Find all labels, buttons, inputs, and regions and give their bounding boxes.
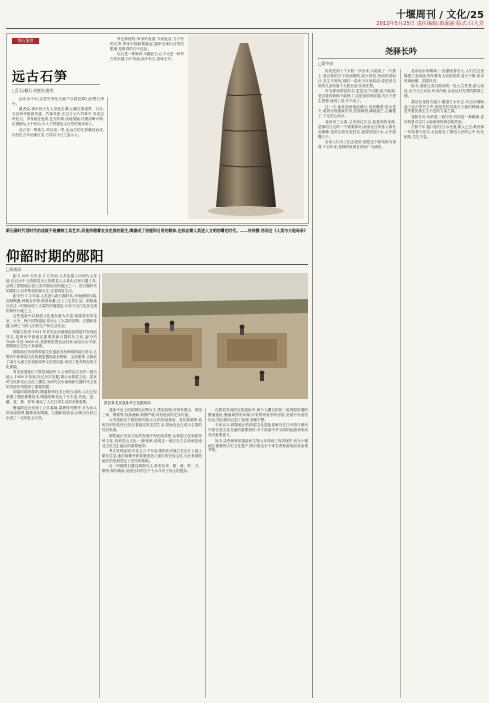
column-divider bbox=[99, 274, 100, 698]
article-byline: □江石/藏石 何德杰/鉴赏 bbox=[12, 88, 54, 93]
excavation-caption: 郧县青龙泉遗址考古发掘现场 bbox=[104, 401, 151, 405]
left-article-body-b bbox=[110, 37, 184, 215]
stone-photo bbox=[188, 35, 304, 219]
paragraph: 尧帝用了大禹,又来到汉江边,他看到的尧驿,是那时江边的一个重要驿站,南来北往的客人都在此歇脚,尧帝也曾在此驻足,遥望滔滔江水,心中感慨万千。 bbox=[318, 119, 396, 139]
column-divider bbox=[400, 69, 401, 698]
story-title: 仰韶时期的郧阳 bbox=[6, 249, 104, 265]
paragraph: 传说是到十个太阳一齐出来,大地成了一片焦土,老百姓的日子如油锅煎,如火焚烧,民间传说射日,先生不知死,那时一曲未不仅表似油,说是来自谁的九尧帝射下太阳长剑,实现宏愿。 bbox=[318, 69, 396, 88]
column-divider bbox=[107, 97, 108, 215]
paragraph: 尧帝治水的精神,一直激励着后人,人们在这里修建了尧帝庙,每年都有人前来祭拜,香火不断,祈求风调雨顺、国泰民安。 bbox=[404, 69, 484, 83]
paragraph: 大寺遗址位于郧县城关镇,出土的房屋基址、灰坑和墓葬,说明当时的先民已经过着稳定的定居生活,原始农业已成为主要的经济来源。 bbox=[102, 418, 202, 433]
paragraph: 遗址中出土的彩陶以红陶为主,黑彩绘制,纹饰有圆点、弧线三角、网格等,线条流畅,构图严谨,具有很高的艺术价值。 bbox=[102, 408, 202, 417]
page-divider bbox=[312, 33, 313, 698]
right-column-body-b bbox=[404, 69, 484, 698]
paragraph: 此石虽一株独立,却自成一景,由远古的生命凝结而成,历经亿万年沧桑巨变,方得以今日之姿示人。 bbox=[12, 127, 104, 137]
excavation-photo bbox=[102, 273, 308, 399]
story-lead-quote: 新石器时代划时代的成就不是磨制工具艺术,而是伴随着农业定居的诞生,陶器成了房屋和日用的载体,也标志着人类进入文明的曙光时代。——何诗德·汤而过《人类与大地母亲》 bbox=[6, 228, 308, 233]
paragraph: 远东出不识,这枚竹笋化石就产自郧县谭山的黑石塔中。 bbox=[12, 97, 104, 106]
paragraph: 仰韶文化因 1921 年首先在河南渑池县仰韶村发现而得名,是黄河中游地区重要的新石器时代文化,距今约 7000 年至 5000 年,其影响范围北达河套,南至汉水中游,郧阳地区正处于其南缘。 bbox=[6, 329, 97, 349]
paragraph: 作为郧西郡县的名,更是这个话题,夜不能寐,老百姓的命都不能保了,这是尧帝的时期,为天下苍生着想,而到了尧,并不说了。 bbox=[318, 89, 396, 104]
story-column-2 bbox=[102, 408, 202, 698]
right-column-body-a bbox=[318, 69, 396, 698]
paragraph: 郧阳地区发现的仰韶文化遗址具有鲜明的地方特点,它既有中原仰韶文化的典型器物如彩陶钵、尖底瓶等,又吸收了南方大溪文化和屈家岭文化的因素,形成了独具特色的文化面貌。 bbox=[6, 349, 97, 369]
right-article-byline: □雷中南 bbox=[318, 61, 333, 66]
paragraph: 青龙泉遗址位于郧县城南约 5 公里的汉江北岸二级台地上,1958 年发现,经过多次发掘,揭示出仰韶文化、屈家岭文化和龙山文化三叠层,为研究汉水流域新石器时代文化的发展序列提供了重要依据。 bbox=[6, 370, 97, 389]
paragraph: 如今,这些珍贵的遗址和文物大多得到了有效保护,成为十堰地区重要的历史文化遗产,吸引着众多专家学者和游客前来参观考察。 bbox=[208, 438, 308, 453]
story-byline: □郑善清 bbox=[6, 267, 21, 272]
left-article-body-a bbox=[12, 97, 104, 215]
section-header-title: 十堰周刊 / 文化/25 bbox=[395, 10, 484, 21]
paragraph: 这些遗址中以仰韶文化遗存最为丰富,如郧县的青龙泉、大寺、梅子园等遗址,均出土了大量的彩陶、石器和骨器,反映了当时人们的生产和生活状况。 bbox=[6, 314, 97, 329]
paragraph: 笋这种植物,笋身的表面,节间挺直,尤不朽的石笋,笋身中段略微隆起,通体呈现出自然的肌理,是难得的石中佳品。 bbox=[110, 37, 184, 51]
stone-illustration bbox=[188, 35, 304, 219]
paragraph: 藏者说,那年秋天友人带他去谭山,翻过那道界、石径,石径两旁植被茂盛、竹林茂密,在这方大片竹林中,发现这块化石。笋身粗壮挺拔,色呈棕黄,质地细腻,纹理清晰可辨,仿佛刚从土中钻出,令人不禁感叹大自然的鬼斧神工。 bbox=[12, 107, 104, 127]
story-title-rule bbox=[6, 264, 308, 265]
title-underline bbox=[12, 84, 100, 85]
paragraph: 这一时期的石器以磨制为主,种类有斧、锛、凿、铲、刀、镞等,制作精致,说明当时的生产力水平有了较大的提高。 bbox=[102, 464, 202, 474]
paragraph: 郧阳地区史前文化的发展序列比较清楚,从仰韶文化到屈家岭文化,再到龙山文化,一脉相承,说明这一地区自古以来就是南北文化交汇融合的重要地带。 bbox=[102, 433, 202, 448]
paragraph: 尧驿长吟,吟的是一段历史,吟的是一种精神,更吟的是对这片土地深深的眷恋和热爱。 bbox=[404, 114, 484, 124]
column-tag: 鄂石鉴赏 bbox=[12, 38, 39, 44]
paragraph: 聚落附近还发现了公共墓地,墓葬排列整齐,多为单人仰身直肢葬,随葬品有陶器、石器和装饰品,反映出当时已出现了一定的社会分化。 bbox=[6, 405, 97, 420]
paragraph: 后来人们为了纪念尧帝,便把这个驿站称为尧驿,千百年来,尧驿的故事在民间广为流传。 bbox=[318, 140, 396, 149]
right-article-title: 尧驿长吟 bbox=[385, 47, 417, 56]
paragraph: 专家认为,郧阳地区的仰韶文化遗址是研究长江中游与黄河中游史前文化交流的重要资料,对于探索中华文明的起源和形成具有重要意义。 bbox=[208, 423, 308, 438]
section-rule bbox=[6, 225, 308, 226]
header-rule bbox=[6, 28, 484, 29]
story-column-3 bbox=[208, 408, 308, 698]
paragraph: 古驿千年,渡口依旧,江水长流,斯人已去,唯有那一份执着与坚守,永远留在了郧西人民的心中,代代相传,生生不息。 bbox=[404, 125, 484, 140]
paragraph: 考古发现证明,早在五六千年前,郧阳先民就已在这片土地上繁衍生息,他们用勤劳和智慧创造了灿烂的史前文化,为后来郧阳地区的发展奠定了坚实的基础。 bbox=[102, 449, 202, 463]
right-title-rule bbox=[318, 58, 484, 59]
paragraph: 在郧县发现的这批遗址中,最令人瞩目的是一座仰韶时期的聚落遗址,聚落周围有环壕,内有排列有序的房屋,房屋中央设有灶坑,居住面经过加工处理,坚硬平整。 bbox=[208, 408, 308, 422]
paragraph: 玩石是一种修养,今藏此石,让不又是一种考古的乐趣;石中有画,画中有石,意味无穷。 bbox=[110, 52, 184, 62]
paragraph: 距今 200 万年至 1 万年前,人类由猿人向现代人发展,在汉水中上游郧县出土的郧县人头骨化石和石器工具,证明了郧阳地区是人类早期活动的地区之一。旧石器时代的郧阳人以采集和狩猎为生,过着群居生活。 bbox=[6, 274, 97, 293]
paragraph: 这一天,他来到河南淀湖口,登高眺望,是水是天,看到百姓流离失所,老弱病残,满地流亡,心痛极了,下定决心治水。 bbox=[318, 104, 396, 119]
excavation-illustration bbox=[102, 273, 308, 399]
paragraph: 距今约 1 万年前,人类进入新石器时代,开始磨制石器,烧制陶器,种植农作物,驯养家畜,过上了定居生活。郧阳地区在这一时期出现了大量的村落遗址,分布于汉江及其支流的两岸台地之上。 bbox=[6, 294, 97, 313]
column-divider bbox=[205, 408, 206, 698]
paragraph: 仰韶时期的郧阳,陶器制作技术已相当成熟,人们已经掌握了慢轮修整技术,陶器的种类也十分丰富,有钵、盆、罐、瓮、鼎、杯等,满足了人们日常生活的各种需要。 bbox=[6, 390, 97, 405]
article-title: 远古石笋 bbox=[12, 70, 69, 85]
paragraph: 我站在尧驿古渡口,眺望江水东去,耳边仿佛响起了远古的号子声,那是先民们战天斗地的呐喊,那是华夏民族生生不息的力量之源。 bbox=[404, 99, 484, 114]
story-column-1 bbox=[6, 274, 97, 698]
section-header-meta: 2012年5月25日 责任编辑:黄渝丽 版式:吕大芳 bbox=[376, 21, 484, 27]
paragraph: 如今,尧驿已成为郧西的一处人文景观,游人到此,无不为之动容,吟诗作赋,以表达对先贤的敬仰之情。 bbox=[404, 84, 484, 99]
